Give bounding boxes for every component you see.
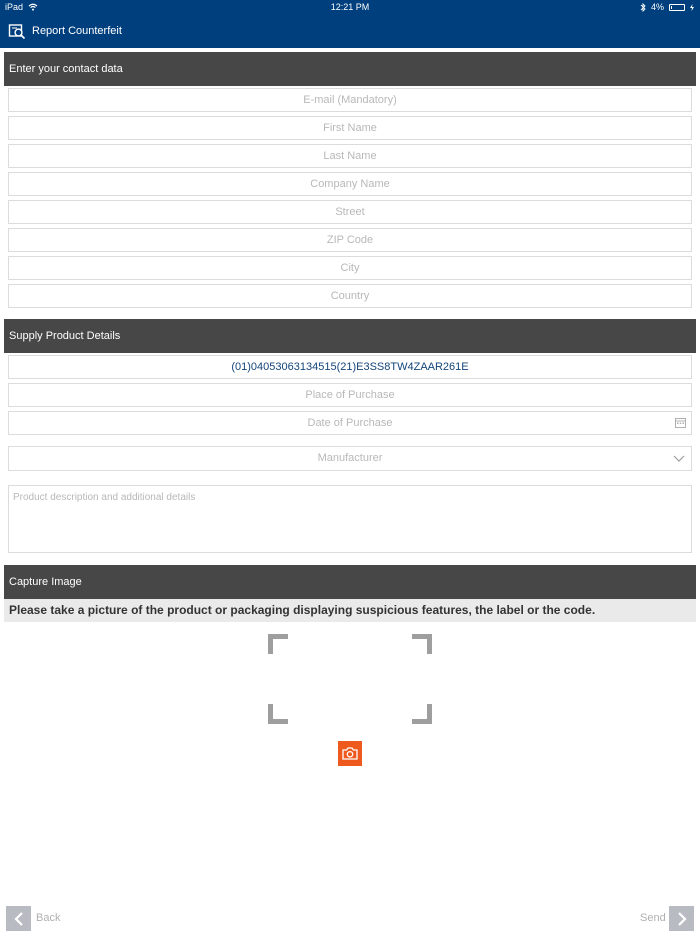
city-field[interactable]: [8, 256, 692, 280]
bluetooth-icon: [640, 3, 646, 12]
product-section-title: Supply Product Details: [9, 330, 121, 342]
viewfinder-corner-bottom-left: [268, 704, 288, 724]
battery-icon: [669, 4, 685, 11]
chevron-right-icon: [676, 912, 688, 926]
capture-image-button[interactable]: [338, 741, 362, 766]
chevron-left-icon: [13, 912, 25, 926]
send-button[interactable]: [669, 906, 694, 931]
battery-percent: 4%: [650, 2, 664, 12]
street-field[interactable]: [8, 200, 692, 224]
manufacturer-placeholder: Manufacturer: [317, 452, 383, 464]
place-of-purchase-field[interactable]: [8, 383, 692, 407]
back-button[interactable]: [6, 906, 31, 931]
device-name: iPad: [5, 2, 24, 12]
page-title: Report Counterfeit: [32, 25, 122, 37]
email-field[interactable]: [8, 88, 692, 112]
date-of-purchase-field[interactable]: [8, 411, 692, 435]
report-icon[interactable]: [8, 22, 26, 40]
capture-section-header: [4, 565, 696, 599]
contact-section-header: [4, 52, 696, 86]
calendar-icon[interactable]: [675, 417, 686, 428]
camera-icon: [342, 747, 358, 760]
date-of-purchase-container: [8, 411, 692, 435]
charging-icon: [690, 4, 694, 11]
app-header: [0, 14, 700, 48]
product-section-header: [4, 319, 696, 353]
manufacturer-select[interactable]: [8, 446, 692, 471]
product-code-field[interactable]: [8, 355, 692, 379]
viewfinder-corner-top-right: [412, 634, 432, 654]
chevron-down-icon: [673, 452, 685, 464]
send-label[interactable]: Send: [640, 912, 666, 924]
company-name-field[interactable]: [8, 172, 692, 196]
product-description-field[interactable]: [8, 485, 692, 553]
contact-section-title: Enter your contact data: [9, 63, 123, 75]
status-time: 12:21 PM: [330, 2, 370, 12]
back-label[interactable]: Back: [36, 912, 61, 924]
camera-viewfinder: [268, 634, 432, 724]
status-bar: [0, 0, 700, 14]
viewfinder-corner-bottom-right: [412, 704, 432, 724]
capture-instruction: Please take a picture of the product or packaging displaying suspicious features, the label or the code.: [4, 599, 696, 622]
first-name-field[interactable]: [8, 116, 692, 140]
country-field[interactable]: [8, 284, 692, 308]
last-name-field[interactable]: [8, 144, 692, 168]
capture-section-title: Capture Image: [9, 576, 82, 588]
viewfinder-corner-top-left: [268, 634, 288, 654]
zip-code-field[interactable]: [8, 228, 692, 252]
